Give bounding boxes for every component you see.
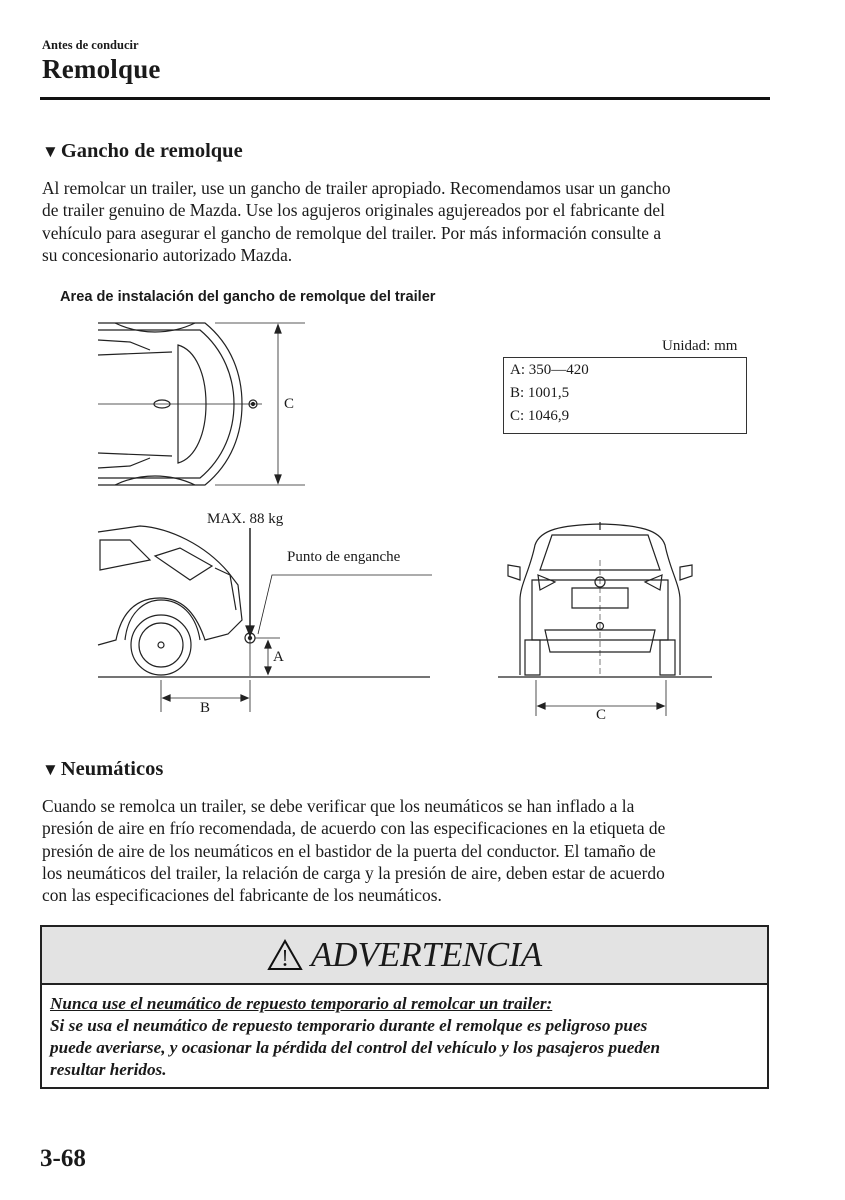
warning-line: Si se usa el neumático de repuesto temporario durante el remolque es peligroso pues: [50, 1016, 648, 1035]
paragraph-line: presión de aire de los neumáticos en el bastidor de la puerta del conductor. El tamaño de: [42, 840, 656, 861]
page-title: Remolque: [42, 54, 161, 84]
paragraph-line: su concesionario autorizado Mazda.: [42, 244, 293, 265]
breadcrumb: Antes de conducir: [42, 38, 139, 52]
down-triangle-icon: ▼: [42, 142, 59, 161]
paragraph-line: Al remolcar un trailer, use un gancho de trailer apropiado. Recomendamos usar un gancho: [42, 178, 671, 198]
spec-a: A: 350—420: [510, 362, 589, 378]
spec-b: B: 1001,5: [510, 385, 570, 401]
down-triangle-icon: ▼: [42, 760, 59, 779]
paragraph-line: presión de aire en frío recomendada, de acuerdo con las especificaciones en la etiqueta de: [42, 818, 666, 839]
label-c-rear: C: [596, 707, 607, 723]
section-heading-text: Gancho de remolque: [60, 140, 243, 162]
label-a: A: [273, 649, 284, 665]
paragraph-line: los neumáticos del trailer, la relación de carga y la presión de aire, deben estar de acuerdo: [42, 862, 665, 883]
warning-triangle-icon: [267, 939, 303, 971]
warning-header: [42, 927, 767, 985]
label-hitch-point: Punto de enganche: [287, 549, 401, 565]
section-heading-text: Neumáticos: [60, 758, 164, 780]
label-b: B: [200, 700, 211, 716]
page-number: 3-68: [40, 1145, 86, 1172]
figure-caption: Area de instalación del gancho de remolque del trailer: [60, 289, 436, 305]
warning-lead: Nunca use el neumático de repuesto temporario al remolcar un trailer:: [50, 994, 553, 1013]
warning-title-text: ADVERTENCIA: [310, 935, 543, 974]
car-side-view: [98, 526, 250, 676]
paragraph-line: con las especificaciones del fabricante de los neumáticos.: [42, 885, 442, 906]
paragraph-line: de trailer genuino de Mazda. Use los agujeros originales agujereados por el fabricante del: [42, 200, 665, 221]
section-heading-tires: [42, 758, 163, 781]
label-max-load: MAX. 88 kg: [207, 511, 284, 527]
paragraph-tires: [42, 795, 764, 906]
warning-line: resultar heridos.: [50, 1060, 167, 1079]
spec-c: C: 1046,9: [510, 408, 570, 424]
unit-label: Unidad: mm: [662, 338, 738, 354]
label-c-top: C: [284, 396, 295, 412]
paragraph-line: Cuando se remolca un trailer, se debe verificar que los neumáticos se han inflado a la: [42, 796, 635, 816]
warning-title: [42, 927, 767, 983]
warning-line: puede averiarse, y ocasionar la pérdida del control del vehículo y los pasajeros pueden: [50, 1038, 661, 1057]
paragraph-line: vehículo para asegurar el gancho de remolque del trailer. Por más información consulte a: [42, 222, 662, 243]
hitch-leader-line: [258, 575, 432, 634]
